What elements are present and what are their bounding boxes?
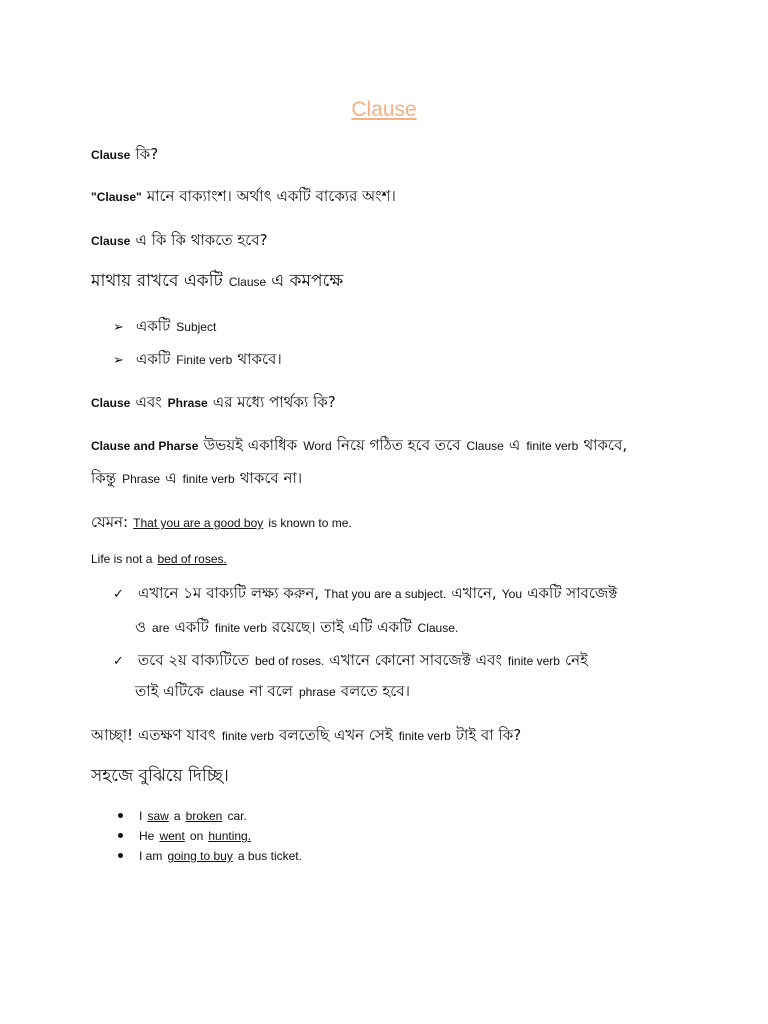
arrow-bullet-icon: ➢ xyxy=(113,353,124,368)
remember-line: মাথায় রাখবে একটি Clause এ কমপক্ষে xyxy=(91,271,344,291)
bullet-dot-icon xyxy=(118,853,123,858)
check-icon: ✓ xyxy=(113,587,124,602)
definition-line: "Clause" মানে বাক্যাংশ। অর্থাৎ একটি বাক্যের অংশ। xyxy=(91,187,396,205)
example-sentence-1: যেমন: That you are a good boy is known to me. xyxy=(91,513,352,531)
question-what-must-clause-have: Clause এ কি কি থাকতে হবে? xyxy=(91,231,268,249)
bullet-dot-icon xyxy=(118,833,123,838)
requirement-item-subject: ➢ একটি Subject xyxy=(113,317,217,335)
example-sentence-2: Life is not a bed of roses. xyxy=(91,552,227,566)
bullet-item-3: I am going to buy a bus ticket. xyxy=(118,847,302,863)
checklist-item-2: ✓ তবে ২য় বাক্যটিতে bed of roses. এখানে কোনো সাবজেক্ট এবং finite verb নেই xyxy=(113,651,588,669)
answer-line-2: কিন্তু Phrase এ finite verb থাকবে না। xyxy=(91,469,303,487)
easy-explanation-line: সহজে বুঝিয়ে দিচ্ছি। xyxy=(91,766,229,786)
check-icon: ✓ xyxy=(113,654,124,669)
question-clause-vs-phrase: Clause এবং Phrase এর মধ্যে পার্থক্য কি? xyxy=(91,393,336,411)
question-what-is-finite-verb: আচ্ছা! এতক্ষণ যাবৎ finite verb বলতেছি এখন সেই finite verb টাই বা কি? xyxy=(91,726,522,744)
checklist-item-2-continued: তাই এটিকে clause না বলে phrase বলতে হবে। xyxy=(135,682,410,700)
checklist-item-1-continued: ও are একটি finite verb রয়েছে। তাই এটি একটি Clause. xyxy=(135,618,459,636)
question-what-is-clause: Clause কি? xyxy=(91,145,159,163)
bullet-item-2: He went on hunting. xyxy=(118,827,251,843)
requirement-item-finite-verb: ➢ একটি Finite verb থাকবে। xyxy=(113,350,282,368)
page-title: Clause xyxy=(351,98,417,121)
bullet-item-1: I saw a broken car. xyxy=(118,807,247,823)
bullet-dot-icon xyxy=(118,813,123,818)
checklist-item-1: ✓ এখানে ১ম বাক্যটি লক্ষ্য করুন, That you are a subject. এখানে, You একটি সাবজেক্ট xyxy=(113,584,618,602)
arrow-bullet-icon: ➢ xyxy=(113,320,124,335)
answer-line-1: Clause and Pharse উভয়ই একাধিক Word নিয়ে গঠিত হবে তবে Clause এ finite verb থাকবে, xyxy=(91,436,628,454)
